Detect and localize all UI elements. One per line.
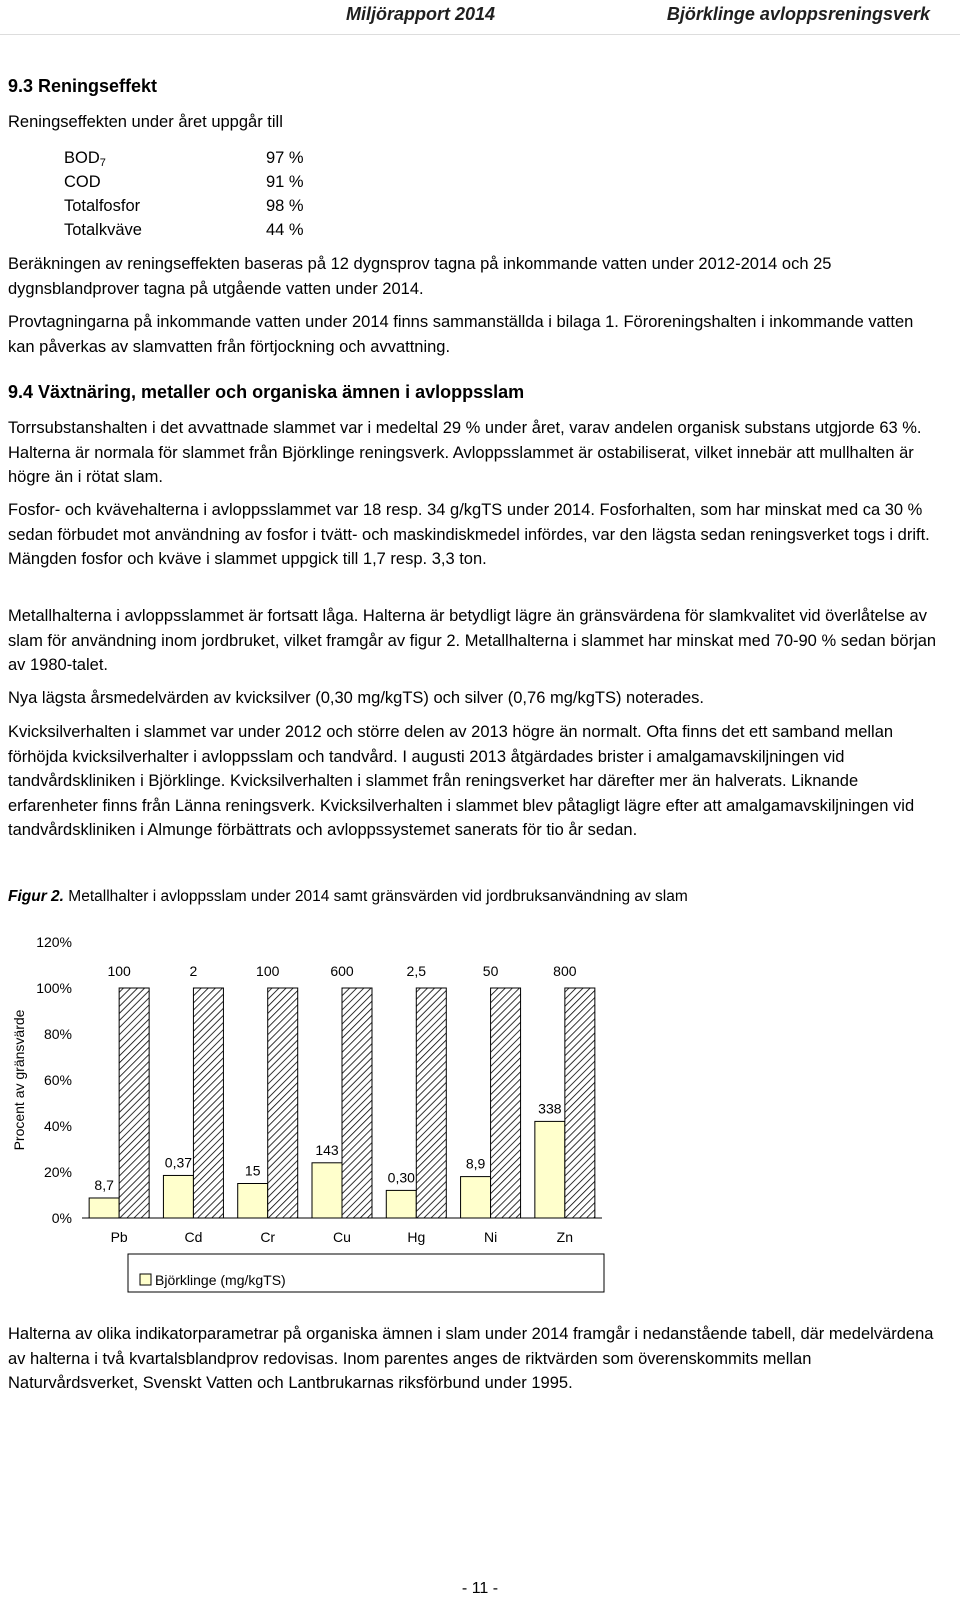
figure-label: Figur 2. (8, 888, 64, 905)
data-label-limit: 800 (553, 963, 577, 979)
header-rule (0, 34, 960, 35)
y-tick-label: 60% (43, 1072, 72, 1088)
section-intro: Reningseffekten under året uppgår till (8, 113, 283, 131)
section-heading-9-3: 9.3 Reningseffekt (8, 76, 158, 96)
effect-label: Totalfosfor (64, 197, 141, 215)
effect-value: 91 % (266, 173, 304, 191)
bar-limit (119, 988, 149, 1218)
bar-bjorklinge (89, 1198, 119, 1218)
effect-label: BOD (64, 149, 100, 167)
data-label-bjorklinge: 8,7 (94, 1176, 114, 1193)
data-label-bjorklinge: 338 (538, 1100, 562, 1117)
legend-label: Björklinge (mg/kgTS) (155, 1272, 286, 1288)
figure-caption (8, 888, 688, 906)
data-label-limit: 600 (330, 963, 354, 979)
data-label-limit: 100 (256, 963, 280, 979)
data-label-bjorklinge: 0,30 (387, 1169, 415, 1186)
y-axis-title: Procent av gränsvärde (11, 1009, 27, 1151)
x-tick-label: Pb (110, 1229, 128, 1245)
effect-row (64, 218, 304, 242)
effect-label: Totalkväve (64, 221, 142, 239)
effect-row (64, 170, 304, 194)
bar-bjorklinge (238, 1184, 268, 1219)
x-tick-label: Hg (407, 1229, 426, 1245)
data-label-limit: 2 (189, 963, 198, 979)
y-tick-label: 100% (36, 980, 72, 996)
legend-swatch (140, 1274, 151, 1285)
effect-value: 98 % (266, 197, 304, 215)
header-report-title: Miljörapport 2014 (346, 4, 496, 24)
y-tick-label: 0% (51, 1210, 72, 1226)
bar-limit (342, 988, 372, 1218)
x-tick-label: Cr (260, 1229, 276, 1245)
bar-bjorklinge (461, 1177, 491, 1218)
data-label-bjorklinge: 15 (244, 1162, 261, 1179)
paragraph: Halterna av olika indikatorparametrar på organiska ämnen i slam under 2014 framgår i nedanstående tabell, där medelvärdena av halterna i två kvartalsblandprov redovisas. Inom parentes anges de riktvärden som överenskommits mellan Naturvårdsverket, Svenskt Vatten och Lantbrukarnas riksförbund under 1995. (8, 1325, 934, 1392)
effect-value: 97 % (266, 149, 304, 167)
bar-limit (565, 988, 595, 1218)
x-tick-label: Cu (333, 1229, 351, 1245)
page-number: - 11 - (461, 1580, 499, 1597)
y-tick-label: 80% (43, 1026, 72, 1042)
paragraph: Kvicksilverhalten i slammet var under 2012 och större delen av 2013 högre än normalt. Ofta finns det ett samband mellan förhöjda kvicksilverhalter i avloppsslam och tandvård. I augusti 2013 åtgärdades brister i amalgamavskiljningen vid tandvårdskliniken i Björklinge. Kvicksilverhalten i slammet från reningsverket har därefter mer än halverats. Liknande erfarenheter finns från Länna reningsverk. Kvicksilverhalten i slammet blev påtagligt lägre efter att amalgamavskiljningen vid tandvårdskliniken i Almunge förbättrats och avloppssystemet sanerats för tio år sedan. (8, 723, 915, 839)
data-label-limit: 50 (482, 963, 499, 979)
y-tick-label: 20% (43, 1164, 72, 1180)
bar-bjorklinge (535, 1121, 565, 1218)
effect-row (64, 194, 304, 218)
x-tick-label: Zn (556, 1229, 574, 1245)
y-tick-label: 40% (43, 1118, 72, 1134)
data-label-bjorklinge: 143 (315, 1141, 339, 1158)
data-label-bjorklinge: 0,37 (164, 1154, 193, 1171)
data-label-limit: 100 (107, 963, 131, 979)
y-tick-label: 120% (36, 934, 72, 950)
bar-bjorklinge (312, 1163, 342, 1218)
effect-value: 44 % (266, 221, 304, 239)
bar-limit (416, 988, 446, 1218)
x-tick-label: Cd (184, 1229, 203, 1245)
bar-limit (193, 988, 223, 1218)
effect-subscript: 7 (99, 157, 106, 169)
figure-caption-text: Metallhalter i avloppsslam under 2014 samt gränsvärden vid jordbruksanvändning av slam (68, 888, 688, 905)
paragraph: Metallhalterna i avloppsslammet är fortsatt låga. Halterna är betydligt lägre än gränsvärdena för slamkvalitet vid överlåtelse av slam för användning inom jordbruket, vilket framgår av figur 2. Metallhalterna i slammet har minskat med 70-90 % sedan början av 1980-talet. (8, 607, 937, 674)
effect-label: COD (64, 173, 101, 191)
header-plant-name: Björklinge avloppsreningsverk (666, 4, 930, 24)
metal-content-chart (0, 920, 960, 1300)
bar-bjorklinge (163, 1175, 193, 1218)
paragraph: Beräkningen av reningseffekten baseras på 12 dygnsprov tagna på inkommande vatten under 2012-2014 och 25 dygnsblandprover tagna på utgående vatten under 2014. (8, 255, 832, 298)
paragraph: Provtagningarna på inkommande vatten under 2014 finns sammanställda i bilaga 1. Föroreningshalten i inkommande vatten kan påverkas av slamvatten från förtjockning och avvattning. (8, 313, 914, 356)
data-label-limit: 2,5 (406, 963, 427, 979)
paragraph: Fosfor- och kvävehalterna i avloppsslammet var 18 resp. 34 g/kgTS under 2014. Fosforhalten, som har minskat med ca 30 % sedan förbudet mot användning av fosfor i tvätt- och maskindiskmedel infördes, var den lägsta sedan reningsverket togs i drift. Mängden fosfor och kväve i slammet uppgick till 1,7 resp. 3,3 ton. (8, 501, 930, 568)
paragraph: Torrsubstanshalten i det avvattnade slammet var i medeltal 29 % under året, varav andelen organisk substans utgjorde 63 %. Halterna är normala för slammet från Björklinge reningsverk. Avloppsslammet är ostabiliserat, vilket innebär att mullhalten är högre än i rötat slam. (8, 419, 922, 486)
section-heading-9-4: 9.4 Växtnäring, metaller och organiska ämnen i avloppsslam (8, 382, 525, 402)
bar-limit (268, 988, 298, 1218)
x-tick-label: Ni (483, 1229, 498, 1245)
data-label-bjorklinge: 8,9 (465, 1155, 486, 1172)
bar-bjorklinge (386, 1190, 416, 1218)
bar-limit (491, 988, 521, 1218)
paragraph: Nya lägsta årsmedelvärden av kvicksilver (0,30 mg/kgTS) och silver (0,76 mg/kgTS) noterades. (8, 689, 705, 707)
